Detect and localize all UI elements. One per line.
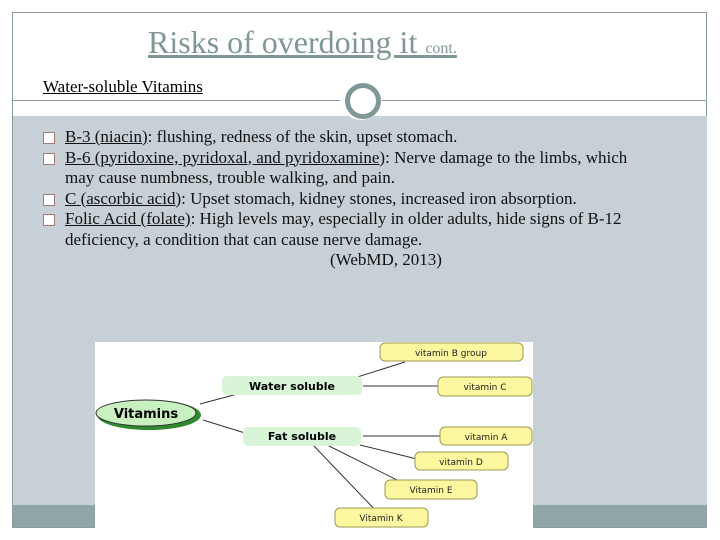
water-soluble-label: Water soluble <box>249 380 335 393</box>
title-text: Risks of overdoing it <box>148 24 426 60</box>
bullet-item <box>43 189 643 210</box>
vitamin-c-label: vitamin C <box>463 383 507 393</box>
citation: (WebMD, 2013) <box>330 250 442 269</box>
square-bullet-icon <box>43 214 55 226</box>
slide-title <box>148 24 457 61</box>
branch-node-fat <box>243 427 361 446</box>
vitamin-b-group-label: vitamin B group <box>415 349 487 359</box>
square-bullet-icon <box>43 194 55 206</box>
root-label: Vitamins <box>113 407 179 422</box>
vitamin-k-label: Vitamin K <box>359 514 403 524</box>
bullet-term: B-3 (niacin) <box>65 127 148 146</box>
bullet-item <box>43 209 643 250</box>
branch-node-water <box>222 376 362 395</box>
bullet-text: : Nerve damage to the limbs, which may cause numbness, trouble walking, and pain. <box>65 147 628 187</box>
circle-ornament-icon <box>340 78 382 120</box>
title-suffix: cont. <box>425 40 457 57</box>
bullet-term: C (ascorbic acid) <box>65 188 182 208</box>
bullet-text: : flushing, redness of the skin, upset stomach. <box>147 127 458 146</box>
root-node <box>96 400 201 430</box>
bullet-text: : Upset stomach, kidney stones, increased iron absorption. <box>181 188 577 208</box>
vitamin-d-label: vitamin D <box>439 458 483 468</box>
vitamin-a-label: vitamin A <box>464 433 508 443</box>
bullet-item <box>43 148 643 189</box>
bullet-item <box>43 127 643 148</box>
bullet-list <box>43 127 643 271</box>
square-bullet-icon <box>43 132 55 144</box>
square-bullet-icon <box>43 153 55 165</box>
vitamins-mind-map <box>95 342 533 528</box>
bullet-term: B-6 (pyridoxine, pyridoxal, and pyridoxamine) <box>65 147 386 167</box>
fat-soluble-label: Fat soluble <box>267 430 337 443</box>
vitamin-e-label: Vitamin E <box>409 486 453 496</box>
slide-subtitle: Water-soluble Vitamins <box>43 77 203 96</box>
bullet-term: Folic Acid (folate) <box>65 209 191 228</box>
bullet-text: : High levels may, especially in older adults, hide signs of B-12 deficiency, a condition that can cause nerve damage. <box>65 209 622 249</box>
